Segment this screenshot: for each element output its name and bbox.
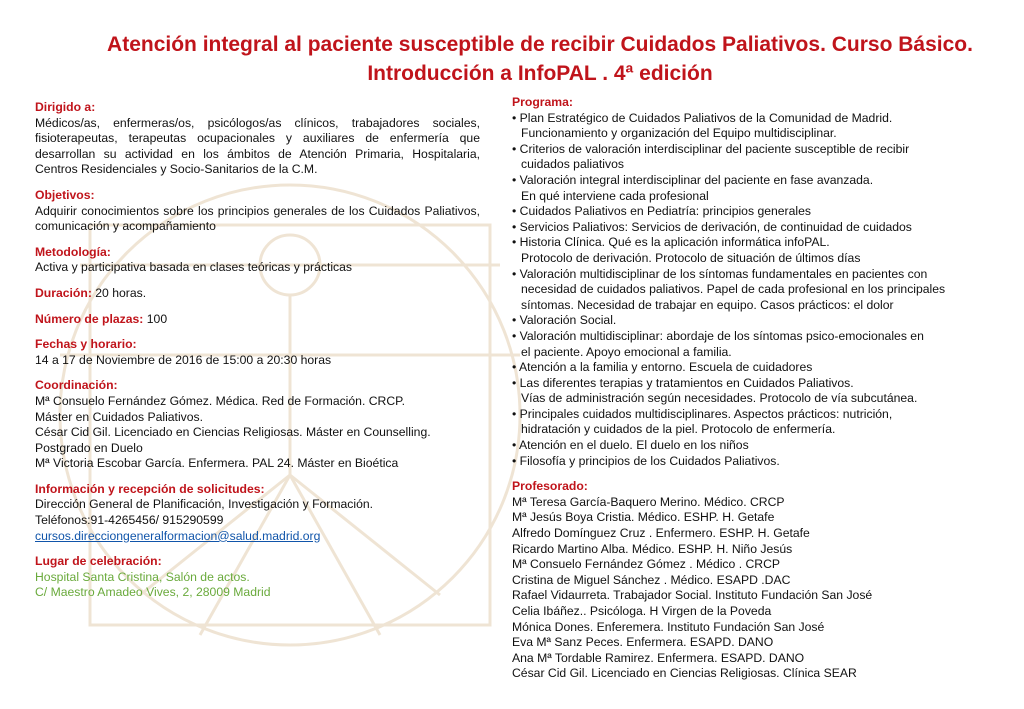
email-link[interactable]: cursos.direcciongeneralformacion@salud.madrid.org (35, 528, 321, 543)
programa-item: • Filosofía y principios de los Cuidados Paliativos. (512, 453, 780, 468)
dirigido-section (35, 100, 480, 178)
coordinacion-label: Coordinación: (35, 378, 118, 393)
fechas-text: 14 a 17 de Noviembre de 2016 de 15:00 a 20:30 horas (35, 352, 332, 367)
profesorado-section (512, 479, 982, 682)
programa-list (512, 111, 982, 470)
programa-item: • Valoración multidisciplinar de los síntomas fundamentales en pacientes con (512, 266, 928, 281)
fechas-section (35, 337, 480, 368)
programa-item: • Cuidados Paliativos en Pediatría: principios generales (512, 204, 811, 219)
profesor-item: Alfredo Domínguez Cruz . Enfermero. ESHP. H. Getafe (512, 526, 810, 541)
coordinacion-line: Mª Consuelo Fernández Gómez. Médica. Red de Formación. CRCP. (35, 393, 406, 408)
coordinacion-line: Mª Victoria Escobar García. Enfermera. PAL 24. Máster en Bioética (35, 456, 399, 471)
programa-section (512, 95, 982, 469)
fechas-label: Fechas y horario: (35, 337, 137, 352)
left-column (35, 100, 480, 611)
programa-label: Programa: (512, 95, 573, 109)
profesor-item: Cristina de Miguel Sánchez . Médico. ESAPD .DAC (512, 572, 791, 587)
programa-item: necesidad de cuidados paliativos. Papel de cada profesional en los principales (521, 282, 946, 297)
profesor-item: Mónica Dones. Enferemera. Instituto Fundación San José (512, 619, 825, 634)
informacion-label: Información y recepción de solicitudes: (35, 481, 265, 496)
programa-item: hidratación y cuidados de la piel. Protocolo de enfermería. (521, 422, 836, 437)
profesor-item: Ana Mª Tordable Ramirez. Enfermera. ESAPD. DANO (512, 650, 805, 665)
profesor-item: Mª Jesús Boya Cristia. Médico. ESHP. H. Getafe (512, 510, 775, 525)
programa-item: • Principales cuidados multidisciplinares. Aspectos prácticos: nutrición, (512, 406, 893, 421)
programa-item: • Plan Estratégico de Cuidados Paliativos de la Comunidad de Madrid. (512, 110, 893, 125)
programa-item: el paciente. Apoyo emocional a familia. (521, 344, 732, 359)
duracion-section (35, 286, 480, 302)
profesor-item: César Cid Gil. Licenciado en Ciencias Religiosas. Clínica SEAR (512, 666, 857, 681)
lugar-section (35, 554, 480, 601)
page-title: Atención integral al paciente susceptible de recibir Cuidados Paliativos. Curso Básico. Introducción a InfoPAL . 4ª edición (107, 33, 973, 85)
informacion-line: Dirección General de Planificación, Investigación y Formación. (35, 497, 374, 512)
metodologia-label: Metodología: (35, 244, 111, 259)
profesor-item: Rafael Vidaurreta. Trabajador Social. Instituto Fundación San José (512, 588, 873, 603)
metodologia-text: Activa y participativa basada en clases teóricas y prácticas (35, 260, 353, 275)
programa-item: • Valoración integral interdisciplinar del paciente en fase avanzada. (512, 172, 874, 187)
coordinacion-line: Máster en Cuidados Paliativos. (35, 409, 204, 424)
right-column (512, 95, 982, 692)
programa-item: • Las diferentes terapias y tratamientos en Cuidados Paliativos. (512, 375, 854, 390)
duracion-value: 20 horas. (95, 285, 147, 300)
profesor-item: Mª Consuelo Fernández Gómez . Médico . CRCP (512, 557, 781, 572)
profesor-item: Celia Ibáñez.. Psicóloga. H Virgen de la Poveda (512, 604, 772, 618)
profesorado-label: Profesorado: (512, 479, 588, 494)
objetivos-text: Adquirir conocimientos sobre los principios generales de los Cuidados Paliativos, comunicación y acompañamiento (35, 203, 480, 234)
programa-item: • Valoración multidisciplinar: abordaje de los síntomas psico-emocionales en (512, 328, 924, 343)
plazas-label: Número de plazas: (35, 311, 144, 326)
dirigido-label: Dirigido a: (35, 100, 96, 114)
programa-item: Protocolo de derivación. Protocolo de situación de últimos días (521, 250, 861, 265)
dirigido-text: Médicos/as, enfermeras/os, psicólogos/as clínicos, trabajadores sociales, fisioterapeutas, terapeutas ocupacionales y auxiliares de enfermería que desarrollan su actividad en los ámbitos de Atención Primaria, Hospitalaria, Centros Residenciales y Socio-Sanitarios de la C.M. (35, 115, 480, 177)
coordinacion-line: Postgrado en Duelo (35, 440, 143, 455)
coordinacion-section (35, 378, 480, 472)
programa-item: Funcionamiento y organización del Equipo multidisciplinar. (521, 126, 837, 141)
informacion-section (35, 482, 480, 544)
programa-item: • Servicios Paliativos: Servicios de derivación, de continuidad de cuidados (512, 219, 912, 234)
programa-item: • Historia Clínica. Qué es la aplicación informática infoPAL. (512, 235, 830, 250)
coordinacion-line: César Cid Gil. Licenciado en Ciencias Religiosas. Máster en Counselling. (35, 425, 431, 440)
profesor-item: Eva Mª Sanz Peces. Enfermera. ESAPD. DANO (512, 635, 774, 650)
lugar-label: Lugar de celebración: (35, 554, 162, 569)
profesor-item: Ricardo Martino Alba. Médico. ESHP. H. Niño Jesús (512, 541, 793, 556)
phone-numbers: Teléfonos:91-4265456/ 915290599 (35, 513, 224, 528)
programa-item: • Atención a la familia y entorno. Escuela de cuidadores (512, 360, 813, 375)
plazas-section (35, 312, 480, 328)
objetivos-section (35, 188, 480, 235)
programa-item: • Criterios de valoración interdisciplinar del paciente susceptible de recibir (512, 141, 910, 156)
lugar-line: Hospital Santa Cristina, Salón de actos. (35, 569, 250, 584)
programa-item: • Valoración Social. (512, 313, 617, 328)
programa-item: En qué interviene cada profesional (521, 188, 709, 203)
lugar-address: C/ Maestro Amadeo Vives, 2, 28009 Madrid (35, 585, 271, 600)
programa-item: síntomas. Necesidad de trabajar en equipo. Casos prácticos: el dolor (521, 297, 894, 312)
profesor-item: Mª Teresa García-Baquero Merino. Médico. CRCP (512, 494, 785, 509)
programa-item: Vías de administración según necesidades. Protocolo de vía subcutánea. (521, 391, 918, 406)
duracion-label: Duración: (35, 285, 92, 300)
programa-item: cuidados paliativos (521, 157, 624, 172)
programa-item: • Atención en el duelo. El duelo en los niños (512, 438, 749, 453)
objetivos-label: Objetivos: (35, 187, 95, 202)
metodologia-section (35, 245, 480, 276)
plazas-value: 100 (146, 311, 168, 326)
